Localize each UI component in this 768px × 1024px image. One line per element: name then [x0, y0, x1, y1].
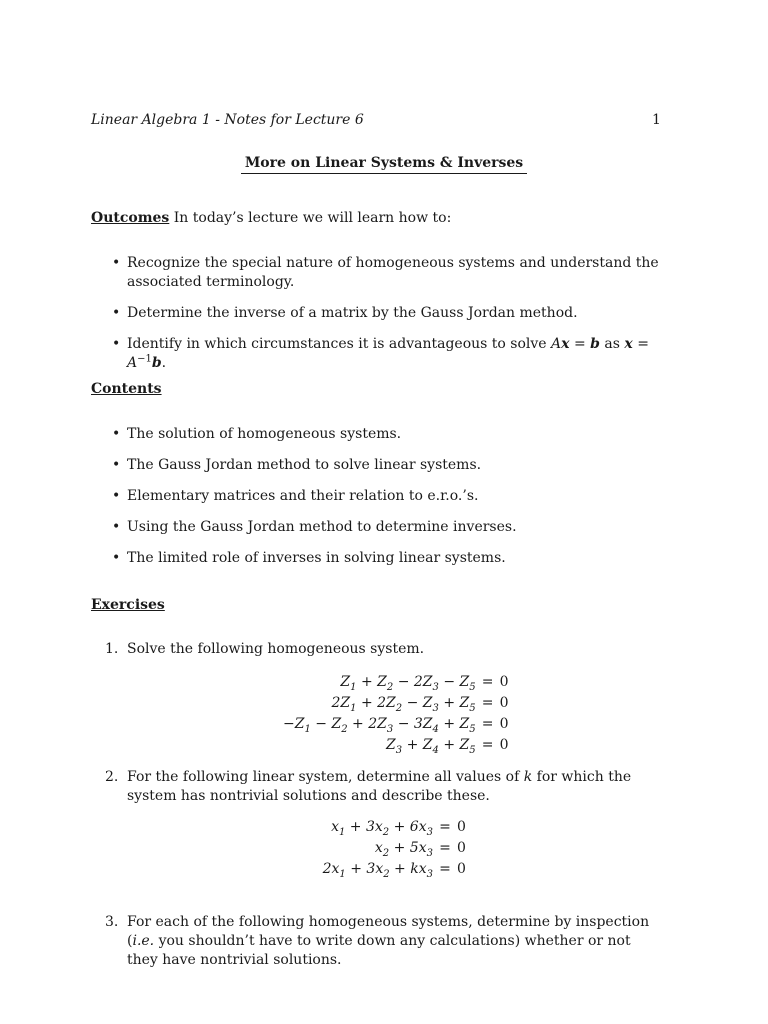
equation-rhs: 0: [499, 716, 509, 732]
contents-heading: Contents: [91, 381, 162, 397]
list-item: [105, 768, 665, 806]
outcome-text: Determine the inverse of a matrix by the Gauss Jordan method.: [127, 305, 578, 321]
equation-row: [282, 735, 510, 756]
equation-row: [282, 714, 510, 735]
page-title-text: More on Linear Systems & Inverses: [241, 155, 527, 174]
exercise-1: [105, 640, 665, 659]
equation-row: [312, 859, 467, 880]
equation-row: [312, 817, 467, 838]
equals-sign: =: [481, 737, 494, 753]
exercises-heading: Exercises: [91, 597, 165, 613]
equation-row: [312, 838, 467, 859]
equation-row: [282, 672, 510, 693]
equation-lhs: $2x_1 + 3x_2 + kx_3$: [322, 861, 433, 880]
exercise-2: [105, 768, 665, 806]
list-item: [112, 425, 662, 444]
equals-sign: =: [481, 695, 494, 711]
exercise-text: For the following linear system, determine all values of: [127, 769, 520, 785]
contents-text: Using the Gauss Jordan method to determine inverses.: [127, 519, 517, 535]
outcomes-list: [112, 254, 662, 373]
outcome-as: as: [604, 336, 620, 352]
exercise-number: 3.: [105, 914, 119, 930]
equation-system-1: [282, 672, 510, 756]
outcome-text: Identify in which circumstances it is advantageous to solve: [127, 336, 547, 352]
exercise-number: 1.: [105, 641, 119, 657]
equation-rhs: 0: [457, 861, 466, 877]
page-title: [0, 154, 768, 173]
equation-lhs: $x_2 + 5x_3$: [374, 840, 433, 859]
contents-text: The solution of homogeneous systems.: [127, 426, 402, 442]
equation-rhs: 0: [499, 737, 509, 753]
list-item: [112, 304, 662, 323]
equation-lhs: $2Z_1 + 2Z_2 - Z_3 + Z_5$: [331, 695, 476, 714]
bullet-icon: •: [112, 519, 121, 535]
equation-lhs: $Z_3 + Z_4 + Z_5$: [386, 737, 476, 756]
variable-k: k: [523, 769, 533, 785]
page-number: 1: [652, 112, 661, 128]
list-item: [112, 487, 662, 506]
equals-sign: =: [481, 674, 494, 690]
contents-text: The Gauss Jordan method to solve linear systems.: [127, 457, 482, 473]
outcomes-intro: In today’s lecture we will learn how to:: [173, 210, 452, 226]
equation-lhs: $Z_1 + Z_2 - 2Z_3 - Z_5$: [340, 674, 476, 693]
equation-lhs: $x_1 + 3x_2 + 6x_3$: [331, 819, 433, 838]
exercise-number: 2.: [105, 769, 119, 785]
outcome-period: .: [161, 355, 167, 371]
equation-lhs: $-Z_1 - Z_2 + 2Z_3 - 3Z_4 + Z_5$: [283, 716, 476, 735]
bullet-icon: •: [112, 488, 121, 504]
running-head: Linear Algebra 1 - Notes for Lecture 6: [91, 112, 364, 128]
equation-rhs: 0: [457, 840, 466, 856]
contents-text: Elementary matrices and their relation to e.r.o.’s.: [127, 488, 479, 504]
list-item: [112, 254, 662, 292]
equation-system-2: [312, 817, 467, 880]
equation-rhs: 0: [499, 695, 509, 711]
equals-sign: =: [439, 819, 451, 835]
bullet-icon: •: [112, 426, 121, 442]
math-ax-eq-b: Ax = b: [551, 336, 600, 352]
equation-row: [282, 693, 510, 714]
bullet-icon: •: [112, 305, 121, 321]
outcomes-line: [91, 209, 451, 228]
bullet-icon: •: [112, 550, 121, 566]
list-item: [112, 456, 662, 475]
equation-rhs: 0: [457, 819, 466, 835]
list-item: [112, 518, 662, 537]
contents-text: The limited role of inverses in solving linear systems.: [127, 550, 506, 566]
contents-list: [112, 425, 662, 568]
list-item: [112, 549, 662, 568]
exercise-text: for which the system has nontrivial solutions and describe these.: [127, 769, 632, 804]
equation-rhs: 0: [499, 674, 509, 690]
list-item: [112, 335, 662, 373]
math-x-eq-ainv-b: $x = A^{-1}b$: [127, 336, 649, 371]
equals-sign: =: [439, 840, 451, 856]
equals-sign: =: [439, 861, 451, 877]
exercise-text: you shouldn’t have to write down any calculations) whether or not they have nontrivial solutions.: [127, 933, 631, 968]
outcomes-heading: Outcomes: [91, 210, 170, 226]
bullet-icon: •: [112, 336, 121, 352]
list-item: [105, 640, 665, 659]
exercise-3: [105, 913, 665, 970]
bullet-icon: •: [112, 255, 121, 271]
exercise-text: For each of the following homogeneous systems, determine by inspection (: [127, 914, 650, 949]
list-item: [105, 913, 665, 970]
outcome-text: Recognize the special nature of homogeneous systems and understand the associated terminology.: [127, 255, 659, 290]
equals-sign: =: [481, 716, 494, 732]
exercise-text: Solve the following homogeneous system.: [127, 641, 425, 657]
bullet-icon: •: [112, 457, 121, 473]
ie-abbrev: i.e.: [132, 933, 155, 949]
